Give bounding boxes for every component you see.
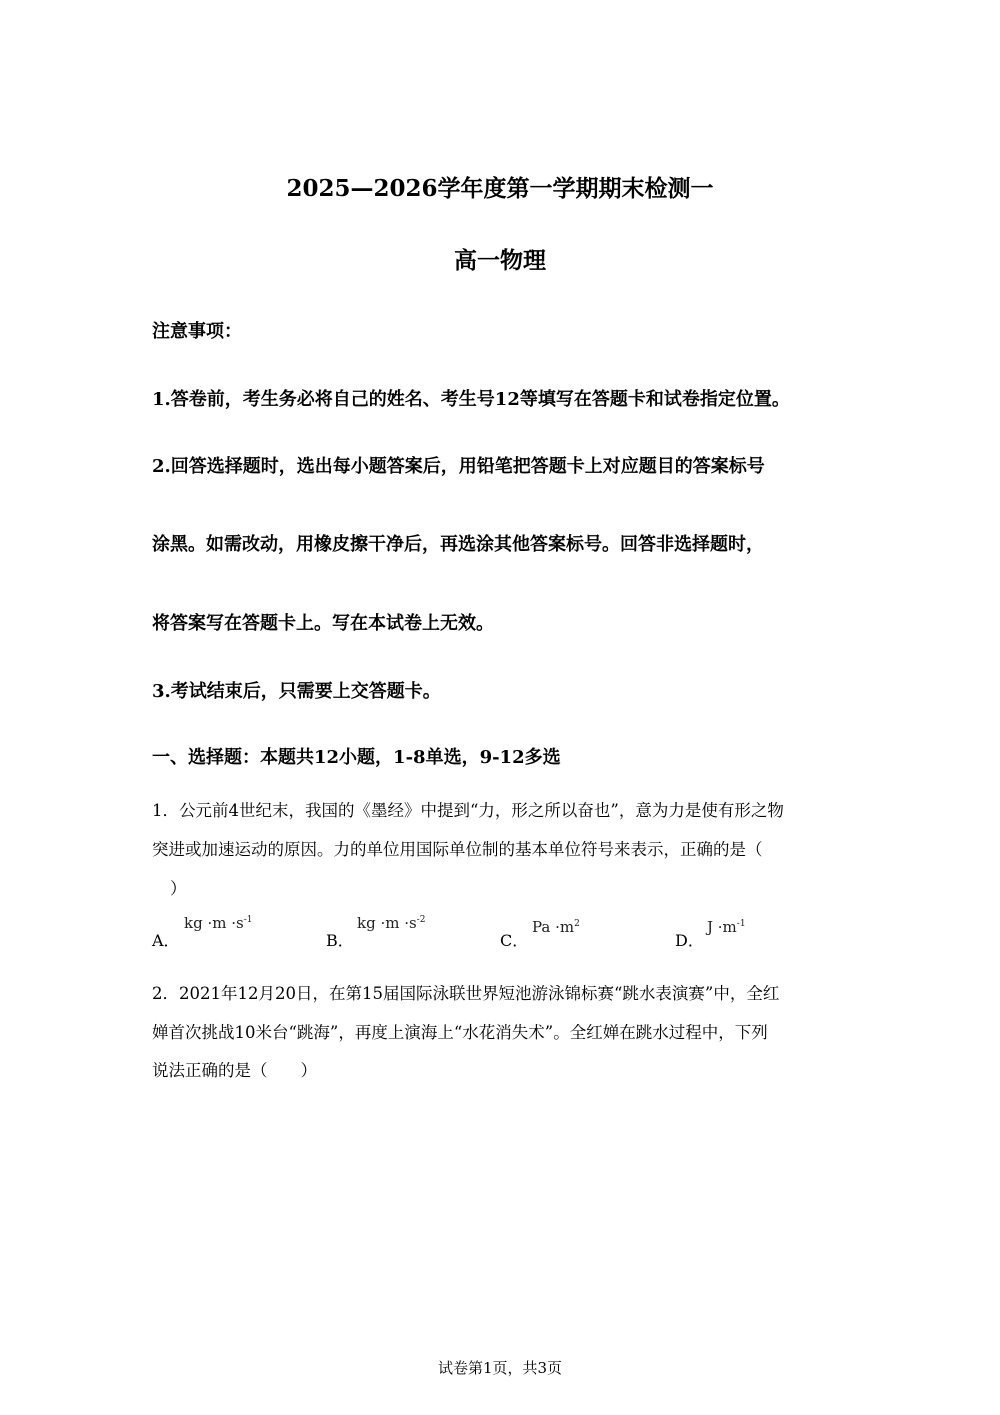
notice-item-2-line-2: 涂黑。如需改动，用橡皮擦干净后，再选涂其他答案标号。回答非选择题时， [152,534,764,555]
section-heading: 一、选择题：本题共12小题，1-8单选，9-12多选 [152,747,561,768]
option-d-unit: $J \cdot m^{-1}$ [707,918,746,936]
question-2-line-1: 2．2021年12月20日，在第15届国际泳联世界短池游泳锦标赛“跳水表演赛”中，全红 [152,984,780,1003]
question-1-line-2: 突进或加速运动的原因。力的单位用国际单位制的基本单位符号来表示，正确的是（ [152,840,763,859]
question-1-line-3: ） [170,879,187,898]
notice-item-2-line-3: 将答案写在答题卡上。写在本试卷上无效。 [152,613,494,634]
option-a-label: A． [152,931,180,950]
notice-item-1: 1.答卷前，考生务必将自己的姓名、考生号12等填写在答题卡和试卷指定位置。 [152,389,790,410]
subject-title: 高一物理 [454,247,546,274]
option-c-unit: $Pa \cdot m^2$ [532,918,580,936]
notice-item-3: 3.考试结束后，只需要上交答题卡。 [152,681,441,702]
option-d-label: D． [675,931,704,950]
question-2-line-2: 婵首次挑战10米台“跳海”，再度上演海上“水花消失术”。全红婵在跳水过程中，下列 [152,1023,768,1042]
option-b-label: B． [326,931,354,950]
notice-heading: 注意事项： [152,321,242,342]
page-footer: 试卷第1页，共3页 [437,1359,563,1377]
question-2-line-3: 说法正确的是（ ） [152,1061,317,1080]
option-c-label: C． [500,931,529,950]
notice-item-2-line-1: 2.回答选择题时，选出每小题答案后，用铅笔把答题卡上对应题目的答案标号 [152,456,765,477]
option-b-unit: kg $\cdot m \cdot s^{-2}$ [357,914,426,932]
exam-title: 2025—2026学年度第一学期期末检测一 [286,175,714,202]
option-a-unit: kg $\cdot m \cdot s^{-1}$ [184,914,253,932]
question-1-line-1: 1．公元前4世纪末，我国的《墨经》中提到“力，形之所以奋也”，意为力是使有形之物 [152,801,784,820]
